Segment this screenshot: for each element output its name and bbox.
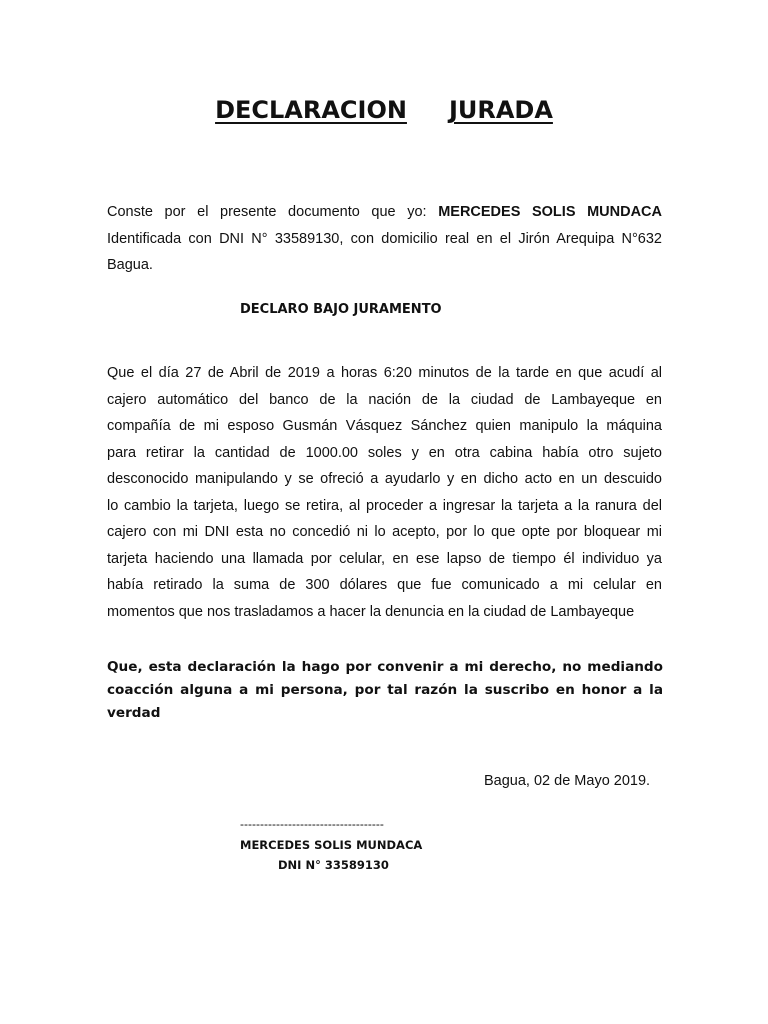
document-title <box>0 96 768 124</box>
intro-line-2: Identificada con DNI N° 33589130, con domicilio real en el Jirón Arequipa N°632 <box>107 230 662 247</box>
body-line: compañía de mi esposo Gusmán Vásquez Sánchez quien manipulo la máquina <box>107 418 662 434</box>
signature-line: ------------------------------------ <box>240 817 384 831</box>
date-place: Bagua, 02 de Mayo 2019. <box>484 773 651 789</box>
body-paragraph <box>107 360 662 625</box>
intro-paragraph <box>107 199 662 279</box>
body-line: cajero con mi DNI esta no concedió ni lo acepto, por lo que opte por bloquear mi <box>107 524 662 540</box>
body-line: para retirar la cantidad de 1000.00 soles y en otra cabina había otro sujeto <box>107 444 662 461</box>
body-line: lo cambio la tarjeta, luego se retira, al proceder a ingresar la tarjeta a la ranura del <box>107 497 662 514</box>
closing-line: coacción alguna a mi persona, por tal razón la suscribo en honor a la <box>107 682 663 698</box>
declarant-name: MERCEDES SOLIS MUNDACA <box>438 204 663 220</box>
body-line: momentos que nos trasladamos a hacer la denuncia en la ciudad de Lambayeque <box>107 603 635 620</box>
title-word-jurada: JURADA <box>448 96 553 124</box>
signatory-name: MERCEDES SOLIS MUNDACA <box>240 838 423 852</box>
subheading: DECLARO BAJO JURAMENTO <box>240 302 442 317</box>
title-word-declaracion: DECLARACION <box>215 96 407 124</box>
intro-line-1 <box>107 199 662 226</box>
body-line: había retirado la suma de 300 dólares que fue comunicado a mi celular en <box>107 577 662 593</box>
body-line: tarjeta haciendo una llamada por celular, en ese lapso de tiempo él individuo ya <box>107 550 662 567</box>
closing-line: Que, esta declaración la hago por convenir a mi derecho, no mediando <box>107 659 663 675</box>
intro-line-3: Bagua. <box>107 257 153 273</box>
closing-paragraph <box>107 656 663 725</box>
intro-line-1-text: Conste por el presente documento que yo: <box>107 204 439 220</box>
body-line: Que el día 27 de Abril de 2019 a horas 6:20 minutos de la tarde en que acudí al <box>107 365 662 381</box>
signatory-dni: DNI N° 33589130 <box>278 858 389 872</box>
body-line: cajero automático del banco de la nación de la ciudad de Lambayeque en <box>107 391 662 408</box>
closing-line: verdad <box>107 705 161 721</box>
body-line: desconocido manipulando y se ofreció a ayudarlo y en dicho acto en un descuido <box>107 471 662 487</box>
